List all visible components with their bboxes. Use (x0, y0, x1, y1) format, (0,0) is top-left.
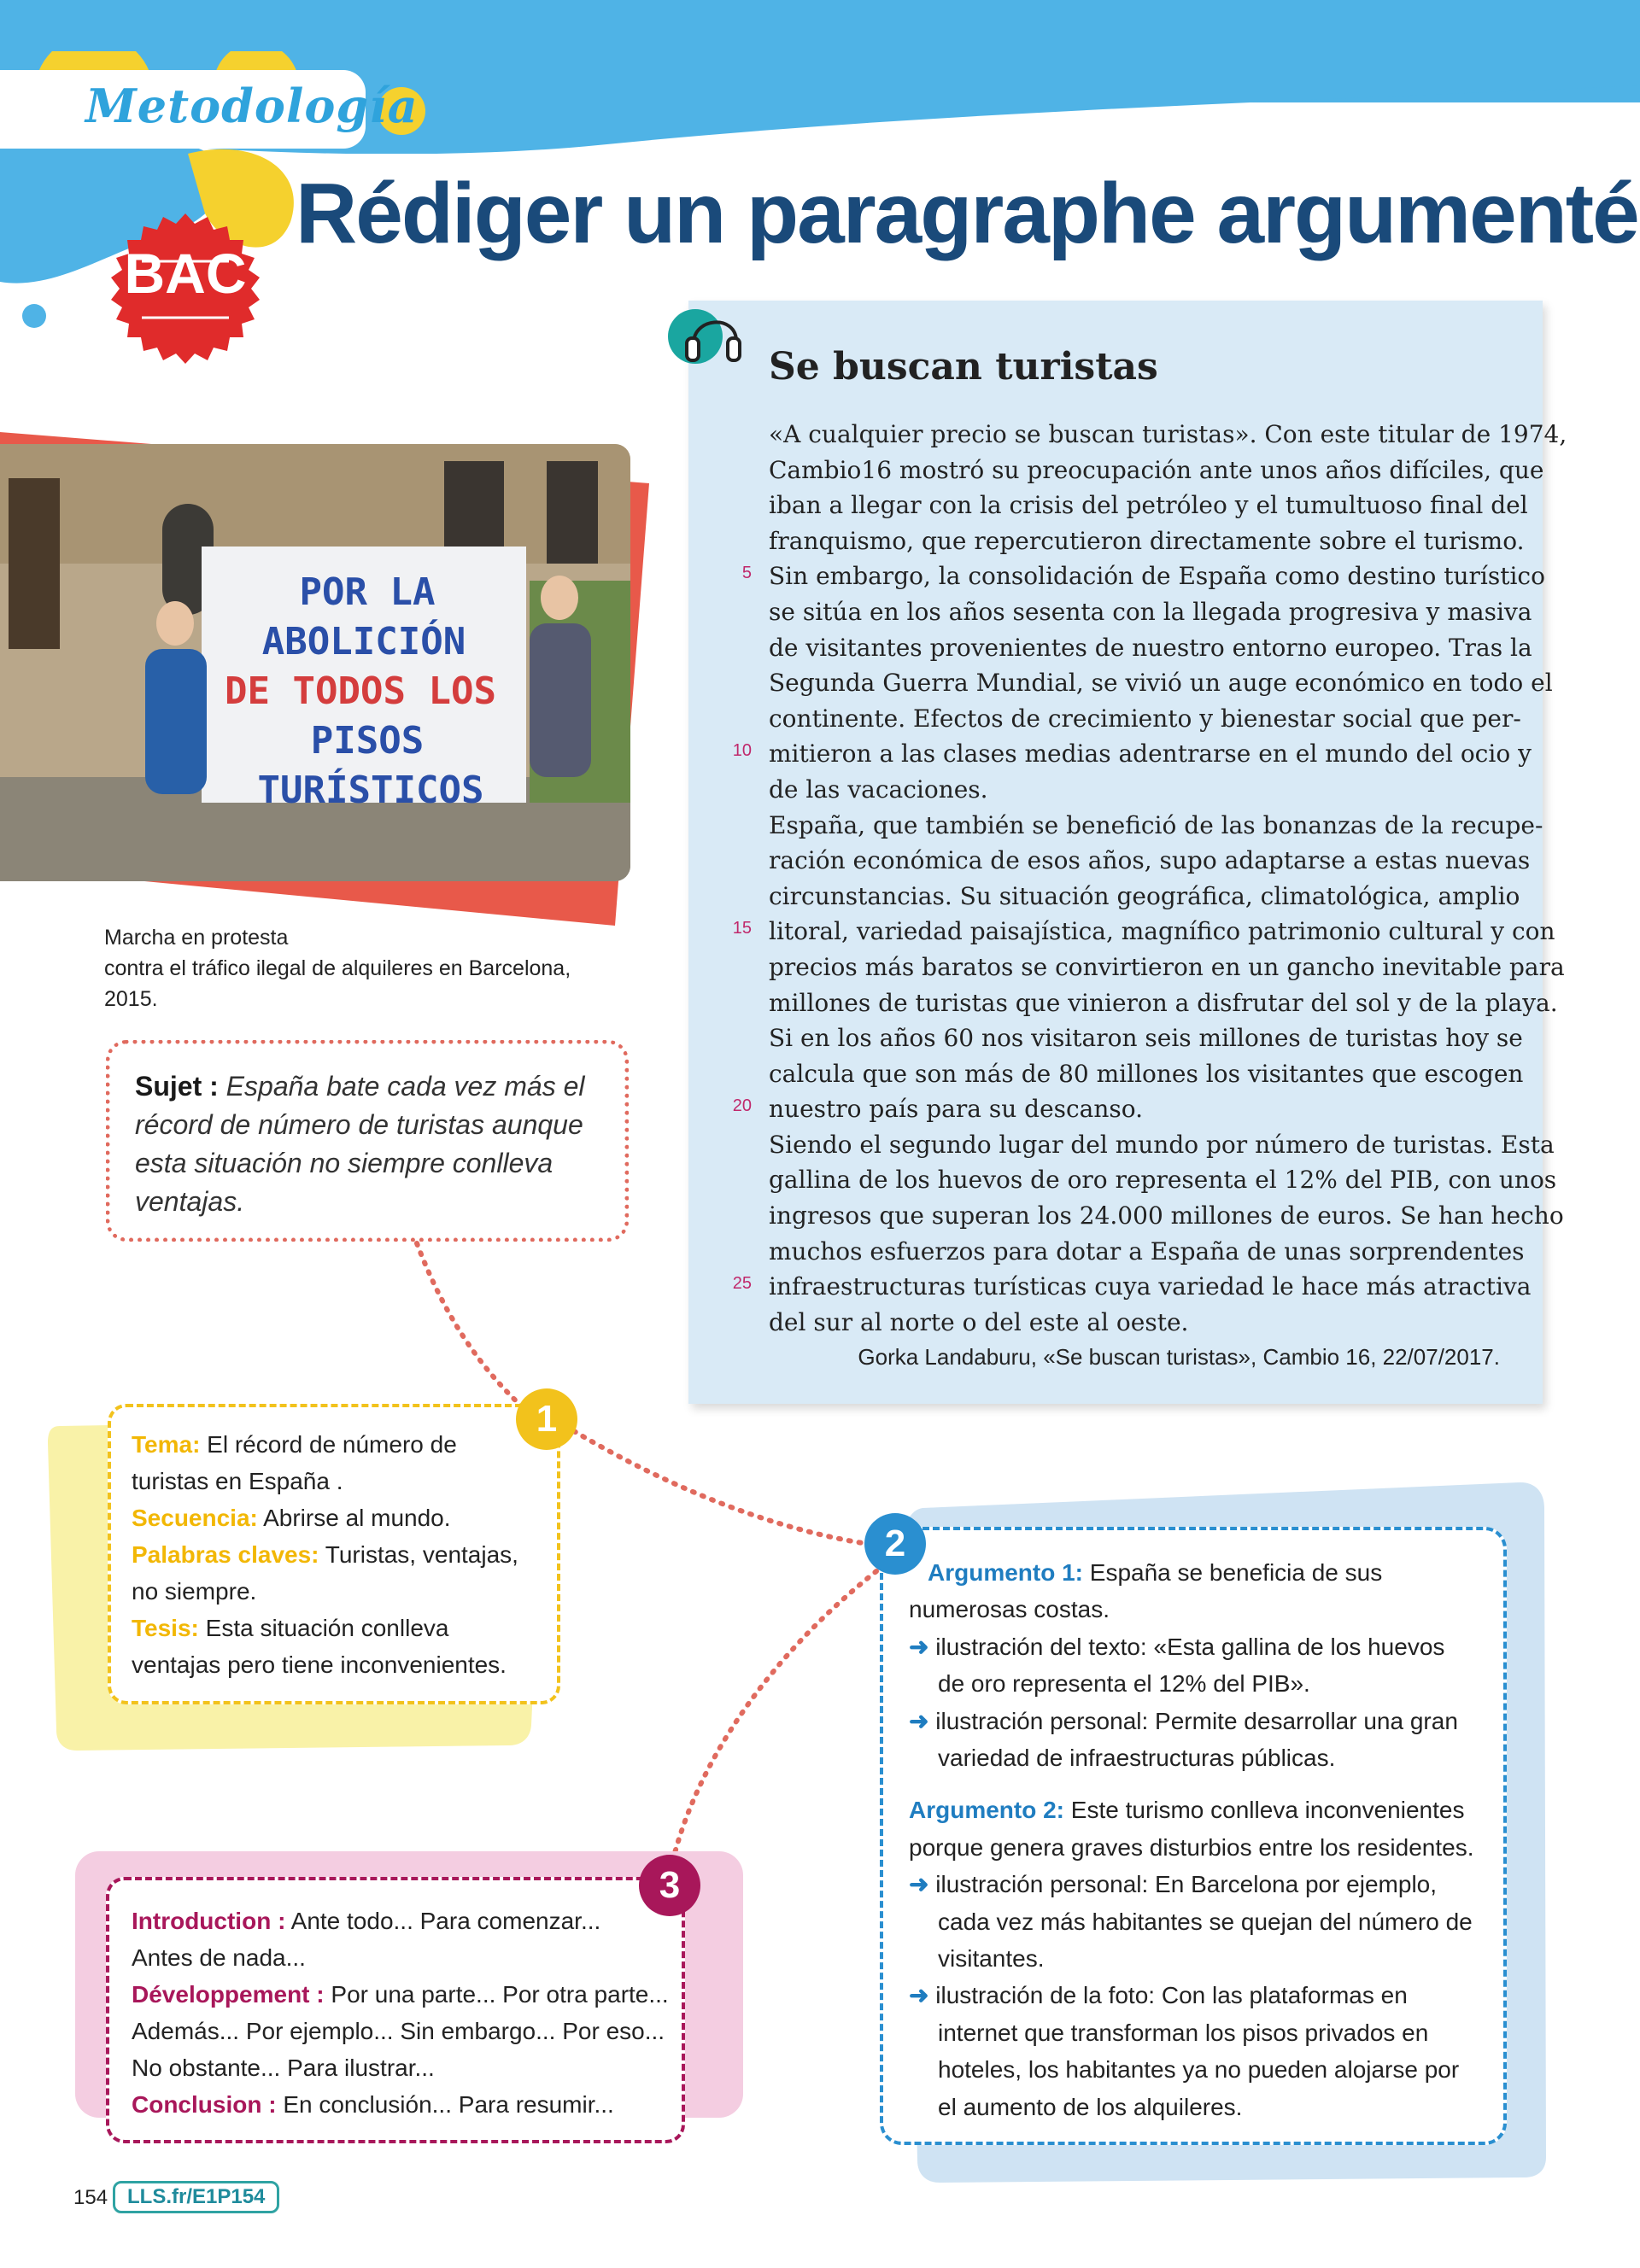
article-line: litoral, variedad paisajística, magnífico patrimonio cultural y con (769, 917, 1555, 946)
tesis-label: Tesis: (132, 1615, 199, 1641)
article-line: iban a llegar con la crisis del petróleo y el tumultuoso final del (769, 491, 1528, 520)
article-line: infraestructuras turísticas cuya variedad le hace más atractiva (769, 1272, 1532, 1301)
bullet-line: ilustración del texto: «Esta gallina de los huevos (935, 1633, 1445, 1660)
line-number: 20 (732, 1096, 752, 1115)
arg2-value: Este turismo conlleva inconvenientes (1064, 1797, 1465, 1824)
arg1-value: España se beneficia de sus (1083, 1559, 1383, 1586)
analysis-box (132, 1426, 550, 1683)
intro-value: Ante todo... Para comenzar... (285, 1908, 601, 1934)
article-line: Segunda Guerra Mundial, se vivió un auge económico en todo el (769, 669, 1553, 698)
palabras-value-cont: no siempre. (132, 1578, 257, 1605)
photo-caption (104, 922, 651, 1014)
arg2-label: Argumento 2: (909, 1797, 1064, 1824)
article-line: nuestro país para su descanso. (769, 1095, 1144, 1124)
article-line: ingresos que superan los 24.000 millones de euros. Se han hecho (769, 1201, 1564, 1230)
dev-label: Développement : (132, 1981, 325, 2008)
article-source: Gorka Landaburu, «Se buscan turistas», Cambio 16, 22/07/2017. (858, 1344, 1500, 1370)
article-line: de las vacaciones. (769, 775, 988, 804)
bullet-line: de oro representa el 12% del PIB». (938, 1670, 1310, 1698)
tesis-value-cont: ventajas pero tiene inconvenientes. (132, 1651, 507, 1678)
arg1-value-cont: numerosas costas. (909, 1596, 1110, 1623)
tema-value: El récord de número de (200, 1431, 457, 1458)
article-line: ración económica de esos años, supo adaptarse a estas nuevas (769, 846, 1531, 875)
article-line: mitieron a las clases medias adentrarse en el mundo del ocio y (769, 739, 1532, 769)
page-number: 154 (73, 2186, 108, 2209)
bullet-line: hoteles, los habitantes ya no pueden alojarse por (938, 2056, 1460, 2084)
article-line: precios más baratos se convirtieron en un gancho inevitable para (769, 952, 1565, 981)
article-line: gallina de los huevos de oro representa el 12% del PIB, con unos (769, 1166, 1557, 1195)
palabras-value: Turistas, ventajas, (319, 1541, 518, 1568)
dev-value: Por una parte... Por otra parte... (324, 1981, 669, 2008)
article-line: continente. Efectos de crecimiento y bienestar social que per- (769, 704, 1521, 733)
article-line: muchos esfuerzos para dotar a España de unas sorprendentes (769, 1236, 1525, 1266)
intro-value-cont: Antes de nada... (132, 1944, 306, 1971)
arguments-box (909, 1554, 1498, 2125)
page-title: Rédiger un paragraphe argumenté (296, 166, 1638, 261)
article-line: Cambio16 mostró su preocupación ante unos años difíciles, que (769, 455, 1544, 484)
bullet-line: ilustración personal: Permite desarrollar una gran (935, 1707, 1458, 1734)
banner-line-3: DE TODOS LOS (225, 669, 496, 713)
bullet-line: el aumento de los alquileres. (938, 2093, 1243, 2120)
bac-badge-text: BAC (124, 242, 247, 305)
caption-line: contra el tráfico ilegal de alquileres en Barcelona, (104, 956, 571, 980)
article-line: calcula que son más de 80 millones los visitantes que escogen (769, 1059, 1524, 1088)
tema-label: Tema: (132, 1431, 201, 1458)
conclusion-label: Conclusion : (132, 2091, 277, 2118)
step-1-badge: 1 (516, 1388, 577, 1450)
article-line: «A cualquier precio se buscan turistas». Con este titular de 1974, (769, 420, 1567, 448)
dev-value-cont: No obstante... Para ilustrar... (132, 2055, 435, 2081)
banner-line-1: POR LA (299, 570, 436, 614)
article-line: franquismo, que repercutieron directamente sobre el turismo. (769, 526, 1525, 555)
article-line: España, que también se benefició de las bonanzas de la recupe- (769, 810, 1543, 839)
tesis-value: Esta situación conlleva (198, 1615, 449, 1641)
bullet-line: variedad de infraestructuras públicas. (938, 1745, 1336, 1772)
article-line: millones de turistas que vinieron a disfrutar del sol y de la playa. (769, 988, 1558, 1017)
line-number: 15 (732, 919, 752, 938)
banner-line-5: TURÍSTICOS (257, 769, 484, 812)
line-number: 5 (741, 564, 752, 582)
article-line: del sur al norte o del este al oeste. (769, 1307, 1189, 1336)
arg2-value-cont: porque genera graves disturbios entre los residentes. (909, 1833, 1474, 1861)
article-line: de visitantes provenientes de nuestro entorno europeo. Tras la (769, 633, 1532, 662)
secuencia-value: Abrirse al mundo. (257, 1505, 451, 1531)
tema-value-cont: turistas en España . (132, 1468, 343, 1494)
article-body (769, 417, 1567, 1340)
article-line: Sin embargo, la consolidación de España como destino turístico (769, 562, 1545, 591)
sujet-text (135, 1067, 613, 1221)
conclusion-value: En conclusión... Para resumir... (276, 2091, 614, 2118)
arrow-icon: ➜ (909, 1633, 929, 1660)
banner-line-4: PISOS (310, 719, 425, 763)
banner-line-2: ABOLICIÓN (261, 620, 466, 663)
article-line: Si en los años 60 nos visitaron seis millones de turistas hoy se (769, 1024, 1523, 1053)
lls-link[interactable]: LLS.fr/E1P154 (113, 2181, 279, 2213)
bullet-line: ilustración personal: En Barcelona por ejemplo, (935, 1871, 1438, 1898)
bullet-line: cada vez más habitantes se quejan del número de (938, 1908, 1473, 1935)
sujet-label: Sujet : (135, 1071, 219, 1102)
arg1-label: Argumento 1: (928, 1559, 1083, 1586)
line-number: 25 (732, 1274, 752, 1293)
dev-value-cont: Además... Por ejemplo... Sin embargo... Por eso... (132, 2018, 665, 2044)
article-line: circunstancias. Su situación geográfica, climatológica, amplio (769, 881, 1520, 910)
line-number: 10 (732, 741, 752, 760)
bullet-line: ilustración de la foto: Con las plataformas en (935, 1982, 1408, 2009)
caption-line: 2015. (104, 987, 158, 1011)
section-label: Metodología (85, 79, 419, 133)
article-line: se sitúa en los años sesenta con la llegada progresiva y masiva (769, 597, 1532, 626)
secuencia-label: Secuencia: (132, 1505, 258, 1531)
connectors-box (132, 1903, 678, 2123)
arrow-icon: ➜ (909, 1871, 929, 1898)
step-2-badge: 2 (864, 1513, 926, 1575)
caption-line: Marcha en protesta (104, 926, 289, 950)
headphones-icon[interactable] (666, 301, 743, 369)
sujet-body: España bate cada vez más el récord de número de turistas aunque esta situación no siempre conlleva ventajas. (135, 1071, 585, 1217)
arrow-icon: ➜ (909, 1982, 929, 2009)
bullet-line: internet que transforman los pisos privados en (938, 2019, 1429, 2046)
protest-photo (0, 444, 630, 881)
article-title: Se buscan turistas (769, 345, 1158, 389)
bullet-line: visitantes. (938, 1945, 1045, 1973)
article-line: Siendo el segundo lugar del mundo por número de turistas. Esta (769, 1130, 1555, 1159)
arrow-icon: ➜ (909, 1707, 929, 1734)
palabras-label: Palabras claves: (132, 1541, 319, 1568)
step-3-badge: 3 (639, 1855, 700, 1916)
intro-label: Introduction : (132, 1908, 286, 1934)
